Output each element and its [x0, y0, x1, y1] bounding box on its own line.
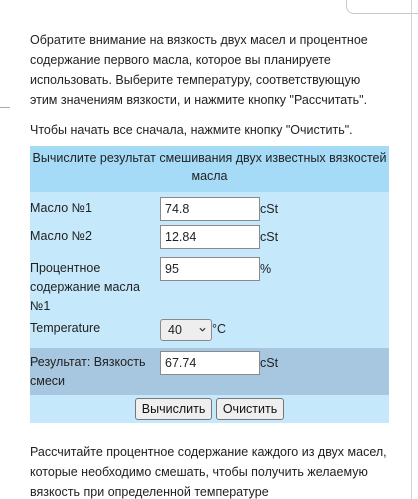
temperature-select[interactable] — [160, 319, 212, 341]
outro-paragraph: Рассчитайте процентное содержание каждого из двух масел, которые необходимо смешать, чтобы получить желаемую вязкость при определенной температуре — [30, 445, 387, 499]
percent-label: Процентное содержание масла №1 — [30, 261, 140, 313]
temperature-row — [30, 318, 389, 348]
clear-button[interactable]: Очистить — [216, 398, 284, 420]
result-output[interactable] — [160, 351, 260, 375]
button-row — [30, 395, 389, 423]
chevron-down-icon — [199, 326, 206, 333]
calculator-header: Вычислите результат смешивания двух известных вязкостей масла — [30, 146, 389, 192]
percent-row — [30, 254, 389, 318]
oil1-label: Масло №1 — [30, 201, 92, 215]
top-card-edge — [346, 0, 418, 14]
left-divider — [0, 107, 10, 108]
oil2-label: Масло №2 — [30, 229, 92, 243]
percent-input[interactable] — [160, 257, 260, 281]
intro-paragraph-2: Чтобы начать все сначала, нажмите кнопку "Очистить". — [30, 123, 353, 137]
result-unit: cSt — [260, 356, 279, 370]
right-divider — [411, 0, 412, 499]
intro-paragraph-1: Обратите внимание на вязкость двух масел и процентное содержание первого масла, которое вы планируете использовать. Выберите температуру, соответствующую этим значениям вязкости, и нажмите кнопку "Рассчитать". — [30, 33, 368, 107]
oil1-row — [30, 194, 389, 222]
oil2-input[interactable] — [160, 225, 260, 249]
oil2-unit: cSt — [260, 230, 279, 244]
temperature-unit: °C — [212, 322, 227, 336]
percent-unit: % — [260, 262, 272, 276]
temperature-selected-value: 40 — [168, 323, 182, 337]
temperature-label: Temperature — [30, 321, 101, 335]
outro-text — [30, 442, 390, 499]
viscosity-calculator — [30, 146, 389, 423]
oil2-row — [30, 222, 389, 250]
intro-text — [30, 30, 390, 150]
result-row — [30, 348, 389, 395]
result-label: Результат: Вязкость смеси — [30, 355, 146, 388]
oil1-input[interactable] — [160, 197, 260, 221]
oil1-unit: cSt — [260, 202, 279, 216]
calculate-button[interactable]: Вычислить — [135, 398, 213, 420]
